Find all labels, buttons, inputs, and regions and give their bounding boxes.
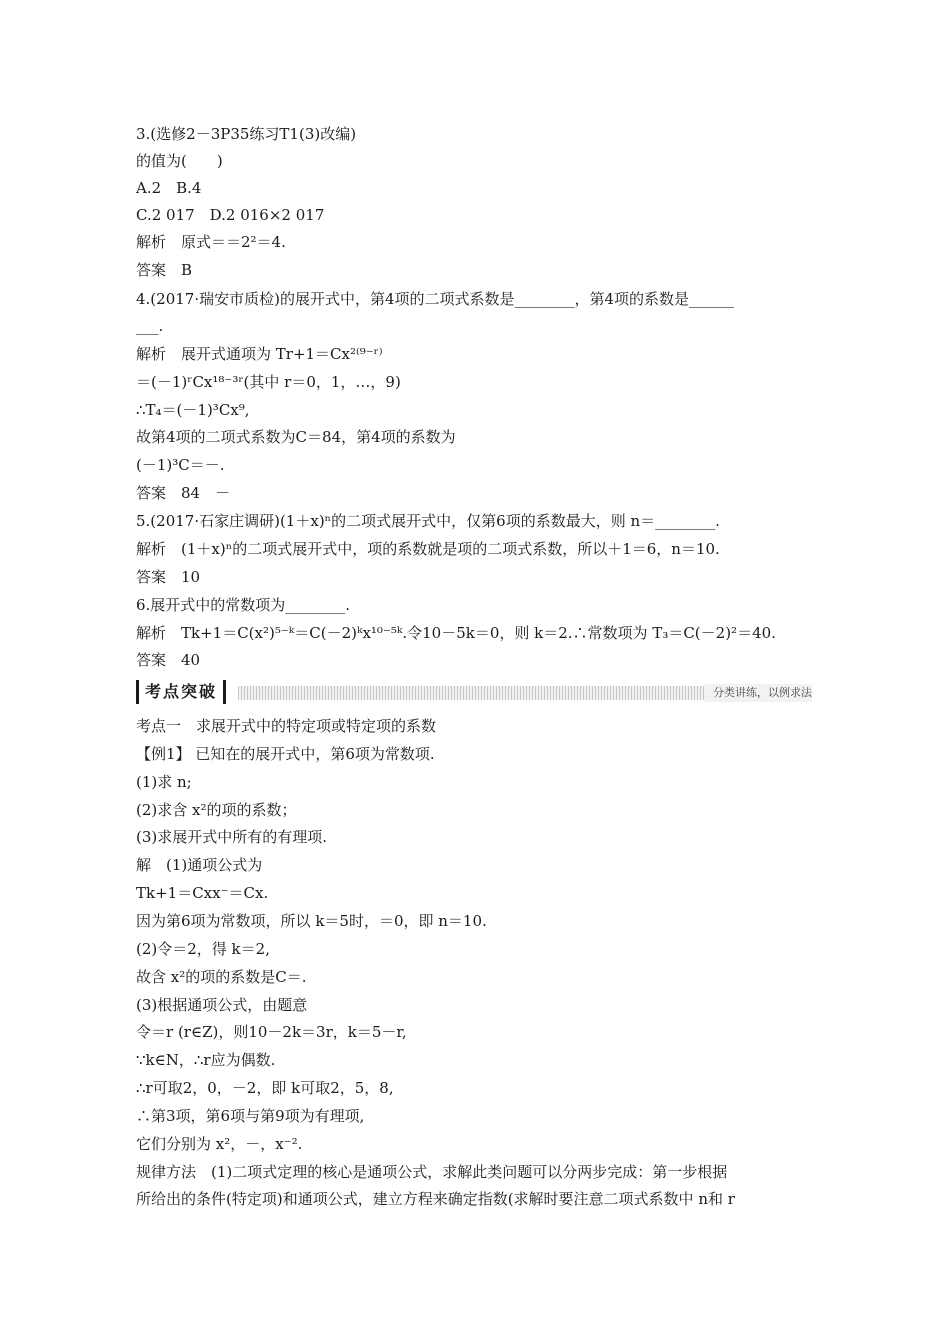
solution-7: 令＝r (r∈Z)，则10－2k＝3r，k＝5－r, xyxy=(136,1023,407,1041)
problem-3-options-ab: A.2 B.4 xyxy=(136,179,202,197)
problem-4-analysis-4: 故第4项的二项式系数为C＝84，第4项的系数为 xyxy=(136,428,456,446)
solution-6: (3)根据通项公式，由题意 xyxy=(136,996,308,1014)
problem-3-header: 3.(选修2－3P35练习T1(3)改编) xyxy=(136,125,357,143)
section-title: 考点突破 xyxy=(136,680,226,704)
problem-6-stem: 6.展开式中的常数项为________. xyxy=(136,596,351,614)
problem-5-analysis: 解析 (1＋x)ⁿ的二项式展开式中，项的系数就是项的二项式系数，所以＋1＝6，n＝10. xyxy=(136,540,720,558)
problem-5-stem: 5.(2017·石家庄调研)(1＋x)ⁿ的二项式展开式中，仅第6项的系数最大，则 n＝________. xyxy=(136,512,720,530)
example-1-stem: 【例1】 已知在的展开式中，第6项为常数项. xyxy=(136,745,435,763)
problem-6-analysis: 解析 Tk+1＝C(x²)⁵⁻ᵏ＝C(－2)ᵏx¹⁰⁻⁵ᵏ.令10－5k＝0，则 k＝2.∴常数项为 T₃＝C(－2)²＝40. xyxy=(136,624,776,642)
section-subtitle: 分类讲练，以例求法 xyxy=(705,684,812,702)
solution-2: Tk+1＝Cxx⁻＝Cx. xyxy=(136,884,269,902)
solution-3: 因为第6项为常数项，所以 k＝5时，＝0，即 n＝10. xyxy=(136,912,487,930)
section-banner xyxy=(136,680,812,706)
method-2: 所给出的条件(特定项)和通项公式，建立方程来确定指数(求解时要注意二项式系数中 n和 r xyxy=(136,1190,735,1208)
method-1: 规律方法 (1)二项式定理的核心是通项公式，求解此类问题可以分两步完成：第一步根据 xyxy=(136,1163,728,1181)
solution-4: (2)令＝2，得 k＝2, xyxy=(136,940,270,958)
problem-4-stem-cont: ___. xyxy=(136,317,164,335)
problem-3-analysis: 解析 原式＝＝2²＝4. xyxy=(136,233,286,251)
example-1-q3: (3)求展开式中所有的有理项. xyxy=(136,828,328,846)
problem-4-stem: 4.(2017·瑞安市质检)的展开式中，第4项的二项式系数是________，第4项的系数是______ xyxy=(136,290,735,308)
example-1-q2: (2)求含 x²的项的系数； xyxy=(136,801,297,819)
problem-3-stem: 的值为( ) xyxy=(136,152,223,170)
problem-5-answer: 答案 10 xyxy=(136,568,201,586)
solution-5: 故含 x²的项的系数是C＝. xyxy=(136,968,307,986)
solution-10: ∴第3项，第6项与第9项为有理项, xyxy=(136,1107,365,1125)
problem-4-analysis-3: ∴T₄＝(－1)³Cx⁹, xyxy=(136,401,250,419)
problem-4-answer: 答案 84 － xyxy=(136,484,231,502)
topic-1-heading: 考点一 求展开式中的特定项或特定项的系数 xyxy=(136,717,437,735)
solution-1: 解 (1)通项公式为 xyxy=(136,856,263,874)
problem-4-analysis-1: 解析 展开式通项为 Tr+1＝Cx²⁽⁹⁻ʳ⁾ xyxy=(136,345,383,363)
problem-4-analysis-5: (－1)³C＝－. xyxy=(136,456,225,474)
problem-3-answer: 答案 B xyxy=(136,261,193,279)
problem-6-answer: 答案 40 xyxy=(136,651,201,669)
solution-9: ∴r可取2，0，－2，即 k可取2，5，8, xyxy=(136,1079,394,1097)
solution-11: 它们分别为 x²，－，x⁻². xyxy=(136,1135,303,1153)
example-1-q1: (1)求 n; xyxy=(136,773,192,791)
problem-4-analysis-2: ＝(－1)ʳCx¹⁸⁻³ʳ(其中 r＝0，1，…，9) xyxy=(136,373,401,391)
solution-8: ∵k∈N，∴r应为偶数. xyxy=(136,1051,276,1069)
problem-3-options-cd: C.2 017 D.2 016×2 017 xyxy=(136,206,325,224)
